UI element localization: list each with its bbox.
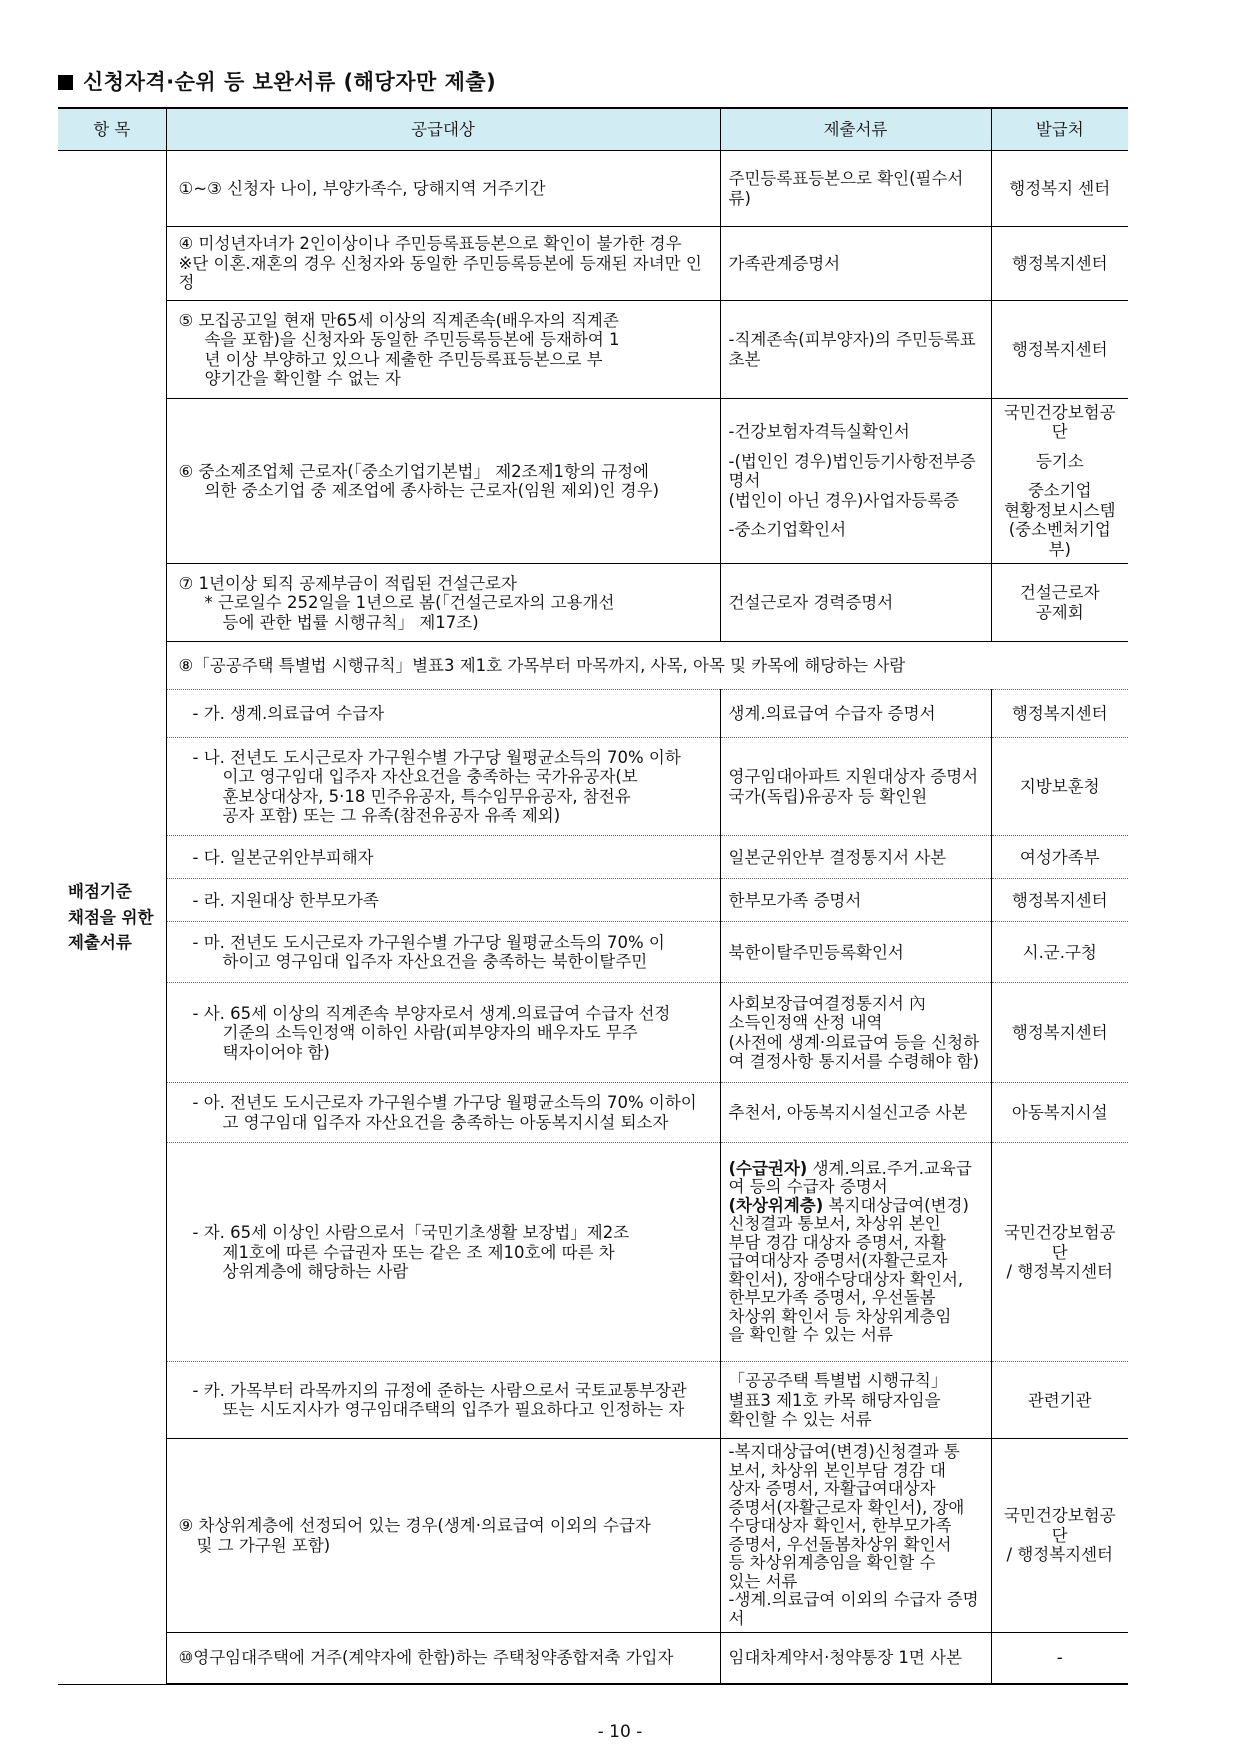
header-issuer: 발급처 bbox=[991, 108, 1128, 151]
table-row bbox=[58, 1362, 1128, 1439]
documents-cell: -건강보험자격득실확인서 -(법인인 경우)법인등기사항전부증명서 (법인이 아닌 경우)사업자등록증 -중소기업확인서 bbox=[720, 399, 991, 564]
table-row bbox=[58, 227, 1128, 301]
issuer-cell: 시.군.구청 bbox=[991, 922, 1128, 983]
square-bullet-icon bbox=[58, 75, 73, 90]
issuer-cell: - bbox=[991, 1632, 1128, 1684]
table-row bbox=[58, 1143, 1128, 1362]
target-cell: - 자. 65세 이상인 사람으로서「국민기초생활 보장법」제2조 제1호에 따른 수급권자 또는 같은 조 제10호에 따른 차 상위계층에 해당하는 사람 bbox=[166, 1143, 720, 1362]
issuer-cell: 아동복지시설 bbox=[991, 1083, 1128, 1143]
target-cell: ①~③ 신청자 나이, 부양가족수, 당해지역 거주기간 bbox=[166, 151, 720, 227]
table-row bbox=[58, 738, 1128, 836]
issuer-cell: 행정복지 센터 bbox=[991, 151, 1128, 227]
documents-cell: -직계존속(피부양자)의 주민등록표초본 bbox=[720, 301, 991, 399]
issuer-cell: 행정복지센터 bbox=[991, 879, 1128, 922]
table-row bbox=[58, 399, 1128, 564]
target-cell: - 가. 생계.의료급여 수급자 bbox=[166, 690, 720, 738]
table-row bbox=[58, 836, 1128, 879]
target-cell: ⑤ 모집공고일 현재 만65세 이상의 직계존속(배우자의 직계존 속을 포함)을 신청자와 동일한 주민등록등본에 등재하여 1 년 이상 부양하고 있으나 제출한 주민등록표등본으로 부 양기간을 확인할 수 없는 자 bbox=[166, 301, 720, 399]
issuer-cell: 여성가족부 bbox=[991, 836, 1128, 879]
target-cell: ④ 미성년자녀가 2인이상이나 주민등록표등본으로 확인이 불가한 경우 ※단 이혼.재혼의 경우 신청자와 동일한 주민등록등본에 등재된 자녀만 인정 bbox=[166, 227, 720, 301]
documents-cell: (수급권자) 생계.의료.주거.교육급 여 등의 수급자 증명서 (차상위계층) 복지대상급여(변경) 신청결과 통보서, 차상위 본인 부담 경감 대상자 증명서, 자활 급여대상자 증명서(자활근로자 확인서), 장애수당대상자 확인서, 한부모가족 증명서, 우선돌봄 차상위 확인서 등 차상위계층임 을 확인할 수 있는 서류 bbox=[720, 1143, 991, 1362]
documents-cell: 가족관계증명서 bbox=[720, 227, 991, 301]
target-cell: - 아. 전년도 도시근로자 가구원수별 가구당 월평균소득의 70% 이하이 고 영구임대 입주자 자산요건을 충족하는 아동복지시설 퇴소자 bbox=[166, 1083, 720, 1143]
issuer-cell: 건설근로자 공제회 bbox=[991, 564, 1128, 642]
documents-cell: 추천서, 아동복지시설신고증 사본 bbox=[720, 1083, 991, 1143]
target-cell: ⑧「공공주택 특별법 시행규칙」별표3 제1호 가목부터 마목까지, 사목, 아목 및 카목에 해당하는 사람 bbox=[166, 642, 1128, 690]
issuer-cell: 행정복지센터 bbox=[991, 301, 1128, 399]
table-row bbox=[58, 1083, 1128, 1143]
table-header-row bbox=[58, 108, 1128, 151]
issuer-cell: 지방보훈청 bbox=[991, 738, 1128, 836]
table-row bbox=[58, 564, 1128, 642]
issuer-cell: 행정복지센터 bbox=[991, 983, 1128, 1083]
section-heading: 신청자격·순위 등 보완서류 (해당자만 제출) bbox=[58, 66, 496, 96]
target-cell: ⑥ 중소제조업체 근로자(「중소기업기본법」 제2조제1항의 규정에 의한 중소기업 중 제조업에 종사하는 근로자(임원 제외)인 경우) bbox=[166, 399, 720, 564]
documents-cell: 사회보장급여결정통지서 內 소득인정액 산정 내역 (사전에 생계·의료급여 등을 신청하 여 결정사항 통지서를 수령해야 함) bbox=[720, 983, 991, 1083]
documents-cell: 건설근로자 경력증명서 bbox=[720, 564, 991, 642]
documents-cell: 임대차계약서·청약통장 1면 사본 bbox=[720, 1632, 991, 1684]
target-cell: ⑨ 차상위계층에 선정되어 있는 경우(생계·의료급여 이외의 수급자 및 그 가구원 포함) bbox=[166, 1439, 720, 1633]
target-cell: - 마. 전년도 도시근로자 가구원수별 가구당 월평균소득의 70% 이 하이고 영구임대 입주자 자산요건을 충족하는 북한이탈주민 bbox=[166, 922, 720, 983]
target-cell: - 다. 일본군위안부피해자 bbox=[166, 836, 720, 879]
issuer-cell: 국민건강보험공단 / 행정복지센터 bbox=[991, 1439, 1128, 1633]
table-row bbox=[58, 922, 1128, 983]
documents-cell: -복지대상급여(변경)신청결과 통 보서, 차상위 본인부담 경감 대 상자 증명서, 자활급여대상자 증명서(자활근로자 확인서), 장애 수당대상자 확인서, 한부모가족 증명서, 우선돌봄차상위 확인서 등 차상위계층임을 확인할 수 있는 서류 -생계.의료급여 이외의 수급자 증명서 bbox=[720, 1439, 991, 1633]
documents-cell: 일본군위안부 결정통지서 사본 bbox=[720, 836, 991, 879]
issuer-cell: 관련기관 bbox=[991, 1362, 1128, 1439]
issuer-cell: 국민건강보험공단 등기소 중소기업 현황정보시스템 (중소벤처기업부) bbox=[991, 399, 1128, 564]
target-cell: ⑦ 1년이상 퇴직 공제부금이 적립된 건설근로자 * 근로일수 252일을 1년으로 봄(「건설근로자의 고용개선 등에 관한 법률 시행규칙」 제17조) bbox=[166, 564, 720, 642]
documents-cell: 생계.의료급여 수급자 증명서 bbox=[720, 690, 991, 738]
table-row bbox=[58, 983, 1128, 1083]
target-cell: - 사. 65세 이상의 직계존속 부양자로서 생계.의료급여 수급자 선정 기준의 소득인정액 이하인 사람(피부양자의 배우자도 무주 택자이어야 함) bbox=[166, 983, 720, 1083]
supplementary-documents-table bbox=[58, 107, 1128, 1685]
table-row bbox=[58, 642, 1128, 690]
documents-cell: 북한이탈주민등록확인서 bbox=[720, 922, 991, 983]
category-cell: 배점기준 채점을 위한 제출서류 bbox=[58, 151, 166, 1685]
header-target: 공급대상 bbox=[166, 108, 720, 151]
issuer-cell: 행정복지센터 bbox=[991, 227, 1128, 301]
target-cell: - 카. 가목부터 라목까지의 규정에 준하는 사람으로서 국토교통부장관 또는 시도지사가 영구임대주택의 입주가 필요하다고 인정하는 자 bbox=[166, 1362, 720, 1439]
header-item: 항 목 bbox=[58, 108, 166, 151]
issuer-cell: 국민건강보험공단 / 행정복지센터 bbox=[991, 1143, 1128, 1362]
target-cell: - 라. 지원대상 한부모가족 bbox=[166, 879, 720, 922]
table-row bbox=[58, 1632, 1128, 1684]
target-cell: ⑩영구임대주택에 거주(계약자에 한함)하는 주택청약종합저축 가입자 bbox=[166, 1632, 720, 1684]
table-row bbox=[58, 879, 1128, 922]
issuer-cell: 행정복지센터 bbox=[991, 690, 1128, 738]
documents-cell: 「공공주택 특별법 시행규칙」 별표3 제1호 카목 해당자임을 확인할 수 있는 서류 bbox=[720, 1362, 991, 1439]
documents-cell: 한부모가족 증명서 bbox=[720, 879, 991, 922]
table-row bbox=[58, 301, 1128, 399]
documents-cell: 영구임대아파트 지원대상자 증명서 국가(독립)유공자 등 확인원 bbox=[720, 738, 991, 836]
header-documents: 제출서류 bbox=[720, 108, 991, 151]
documents-cell: 주민등록표등본으로 확인(필수서류) bbox=[720, 151, 991, 227]
table-row bbox=[58, 1439, 1128, 1633]
target-cell: - 나. 전년도 도시근로자 가구원수별 가구당 월평균소득의 70% 이하 이고 영구임대 입주자 자산요건을 충족하는 국가유공자(보 훈보상대상자, 5·18 민주유공자, 특수임무유공자, 참전유 공자 포함) 또는 그 유족(참전유공자 유족 제외) bbox=[166, 738, 720, 836]
page-number: - 10 - bbox=[597, 1722, 643, 1742]
table-row bbox=[58, 690, 1128, 738]
table-row bbox=[58, 151, 1128, 227]
